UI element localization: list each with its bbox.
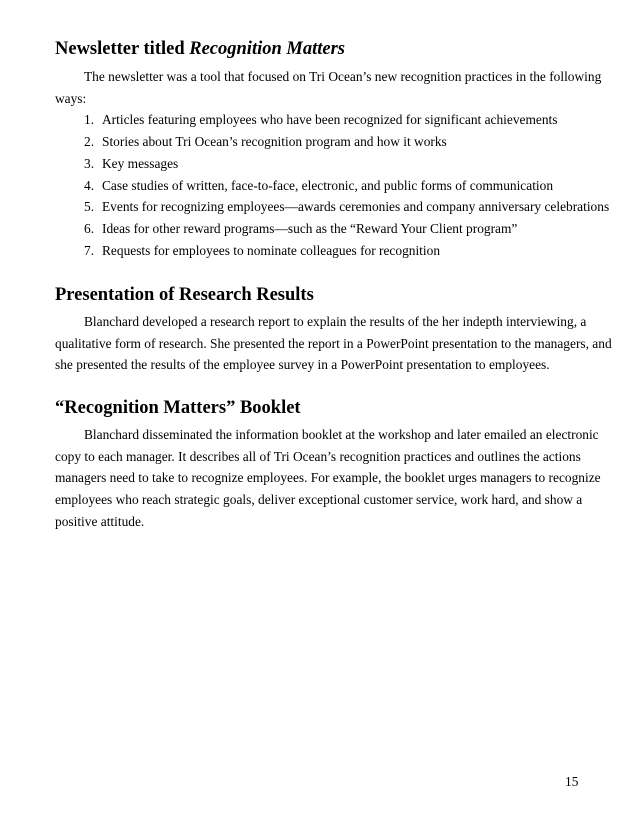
paragraph-line: managers need to take to recognize employees. For example, the booklet urges managers to recognize <box>55 470 601 486</box>
paragraph-line: she presented the results of the employee survey in a PowerPoint presentation to employees. <box>55 357 550 373</box>
list-item <box>55 218 585 240</box>
list-item <box>55 153 585 175</box>
newsletter-intro-line-2: ways: <box>55 90 87 106</box>
list-item-text: Requests for employees to nominate colleagues for recognition <box>102 242 441 258</box>
research-results-paragraph <box>55 311 612 376</box>
list-item-number: 1. <box>84 112 95 128</box>
list-item-number: 6. <box>84 220 95 236</box>
research-results-heading: Presentation of Research Results <box>55 285 314 305</box>
list-item <box>55 131 585 153</box>
paragraph-line: copy to each manager. It describes all of Tri Ocean’s recognition practices and outlines the actions <box>55 448 581 464</box>
paragraph-line: Blanchard developed a research report to explain the results of the her indepth interviewing, a <box>84 314 587 329</box>
booklet-paragraph <box>55 424 601 533</box>
newsletter-section <box>55 38 610 261</box>
list-item <box>55 240 585 262</box>
list-item-number: 3. <box>84 155 95 171</box>
list-item-text: Ideas for other reward programs—such as the “Reward Your Client program” <box>102 220 518 236</box>
newsletter-feature-list <box>55 109 610 261</box>
list-item-number: 7. <box>84 242 95 258</box>
booklet-section <box>55 397 601 533</box>
list-item-text: Key messages <box>102 155 179 171</box>
newsletter-heading-title: Recognition Matters <box>189 39 345 59</box>
paragraph-line: positive attitude. <box>55 513 145 529</box>
newsletter-heading-prefix: Newsletter titled <box>55 39 190 59</box>
list-item <box>55 196 610 218</box>
paragraph-line: Blanchard disseminated the information booklet at the workshop and later emailed an electronic <box>84 427 599 442</box>
list-item-number: 5. <box>84 199 95 215</box>
page-number: 15 <box>565 774 579 789</box>
list-item-text: Events for recognizing employees—awards ceremonies and company anniversary celebrations <box>102 199 610 215</box>
list-item-text: Stories about Tri Ocean’s recognition program and how it works <box>102 134 447 150</box>
list-item-text: Case studies of written, face-to-face, electronic, and public forms of communication <box>102 177 554 193</box>
list-item-number: 2. <box>84 134 95 150</box>
newsletter-intro <box>55 66 602 109</box>
newsletter-intro-line-1: The newsletter was a tool that focused on Tri Ocean’s new recognition practices in the following <box>84 69 602 84</box>
list-item <box>55 109 585 131</box>
list-item <box>55 175 585 197</box>
booklet-heading: “Recognition Matters” Booklet <box>55 398 301 418</box>
newsletter-heading <box>55 38 585 60</box>
paragraph-line: qualitative form of research. She presented the report in a PowerPoint presentation to the managers, and <box>55 335 612 351</box>
research-results-section <box>55 284 612 376</box>
paragraph-line: employees who reach strategic goals, deliver exceptional customer service, work hard, and show a <box>55 492 583 508</box>
list-item-text: Articles featuring employees who have been recognized for significant achievements <box>102 112 558 128</box>
list-item-number: 4. <box>84 177 95 193</box>
